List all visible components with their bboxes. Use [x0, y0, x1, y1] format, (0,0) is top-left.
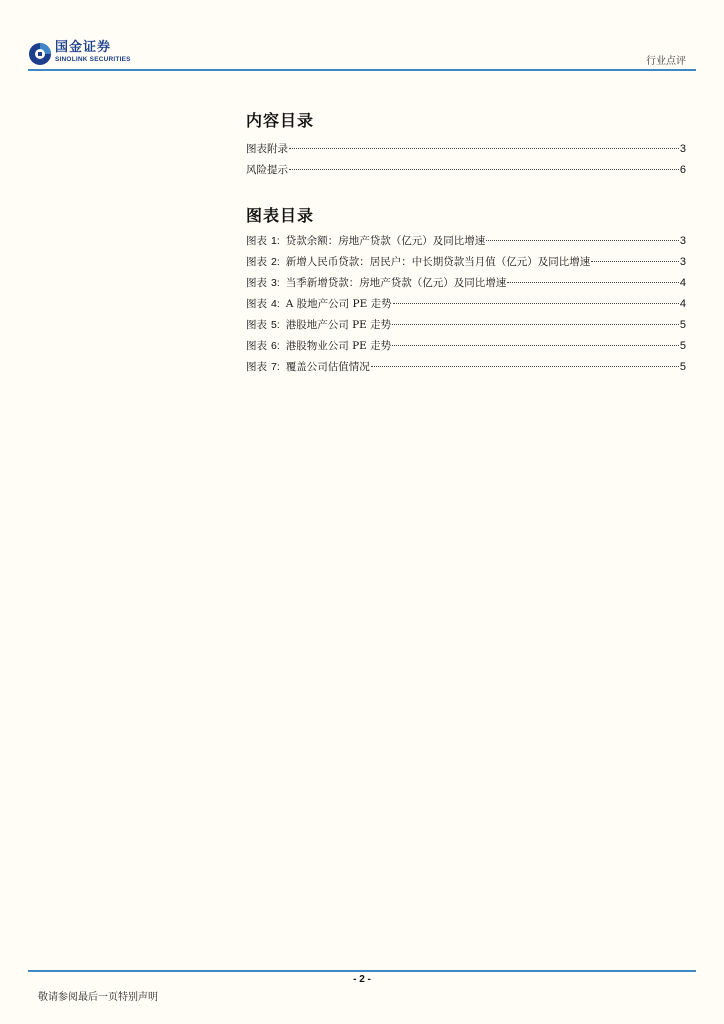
figure-entry-label [246, 296, 392, 311]
figure-number: 2: [271, 256, 280, 268]
figure-number: 5: [271, 319, 280, 331]
figure-entry-label [246, 254, 590, 269]
figure-entry-page: 5 [679, 340, 686, 352]
toc-leader-dots [289, 169, 679, 170]
figure-entry[interactable] [246, 359, 686, 380]
figure-entry[interactable] [246, 233, 686, 254]
page-number: - 2 - [353, 974, 371, 985]
figure-entry-page: 5 [679, 319, 686, 331]
header-divider [28, 69, 696, 71]
figure-entry-page: 4 [679, 277, 686, 289]
figure-entry-page: 3 [679, 256, 686, 268]
figure-title: 港股地产公司 PE 走势 [285, 319, 392, 331]
toc-leader-dots [486, 240, 679, 241]
toc-entry-label: 风险提示 [246, 164, 288, 176]
disclaimer-note: 敬请参阅最后一页特别声明 [38, 992, 158, 1003]
toc-leader-dots [392, 324, 679, 325]
toc-content [246, 110, 686, 380]
contents-list [246, 141, 686, 183]
report-category: 行业点评 [646, 56, 686, 67]
figures-title: 图表目录 [246, 206, 315, 225]
figure-entry-page: 4 [679, 298, 686, 310]
figure-entry[interactable] [246, 296, 686, 317]
sinolink-logo-icon [28, 42, 52, 66]
figure-entry-label [246, 275, 506, 290]
figure-title: 贷款余额：房地产贷款（亿元）及同比增速 [285, 235, 486, 247]
figure-entry-label [246, 233, 485, 248]
company-logo [28, 40, 131, 66]
figure-entry-label [246, 317, 391, 332]
figure-title: 港股物业公司 PE 走势 [285, 340, 392, 352]
figure-title: 覆盖公司估值情况 [285, 361, 370, 373]
toc-leader-dots [591, 261, 679, 262]
toc-leader-dots [507, 282, 679, 283]
toc-entry-page: 6 [679, 164, 686, 176]
figure-number: 1: [271, 235, 280, 247]
figure-prefix: 图表 [246, 256, 267, 268]
toc-leader-dots [393, 303, 679, 304]
logo-chinese-text: 国金证券 [55, 40, 112, 55]
toc-entry[interactable] [246, 141, 686, 162]
toc-leader-dots [371, 366, 679, 367]
figure-prefix: 图表 [246, 340, 267, 352]
toc-entry-page: 3 [679, 143, 686, 155]
figure-entry[interactable] [246, 338, 686, 359]
figure-entry-label [246, 338, 391, 353]
figure-entry-label [246, 359, 370, 374]
figure-prefix: 图表 [246, 361, 267, 373]
footer-divider [28, 970, 696, 972]
logo-english-text: SINOLINK SECURITIES [55, 56, 131, 63]
toc-entry[interactable] [246, 162, 686, 183]
figure-entry[interactable] [246, 317, 686, 338]
toc-leader-dots [289, 148, 679, 149]
toc-entry-label: 图表附录 [246, 143, 288, 155]
page-header [28, 40, 696, 70]
figure-prefix: 图表 [246, 235, 267, 247]
contents-title: 内容目录 [246, 111, 315, 130]
figure-entry[interactable] [246, 275, 686, 296]
figures-list [246, 233, 686, 380]
figure-prefix: 图表 [246, 298, 267, 310]
figure-prefix: 图表 [246, 277, 267, 289]
figure-title: 新增人民币贷款：居民户：中长期贷款当月值（亿元）及同比增速 [285, 256, 591, 268]
figure-number: 6: [271, 340, 280, 352]
figure-number: 3: [271, 277, 280, 289]
figure-title: A 股地产公司 PE 走势 [285, 298, 392, 310]
figure-entry[interactable] [246, 254, 686, 275]
figure-number: 7: [271, 361, 280, 373]
figure-entry-page: 5 [679, 361, 686, 373]
figure-title: 当季新增贷款：房地产贷款（亿元）及同比增速 [285, 277, 507, 289]
figure-number: 4: [271, 298, 280, 310]
figure-entry-page: 3 [679, 235, 686, 247]
figure-prefix: 图表 [246, 319, 267, 331]
toc-leader-dots [392, 345, 679, 346]
